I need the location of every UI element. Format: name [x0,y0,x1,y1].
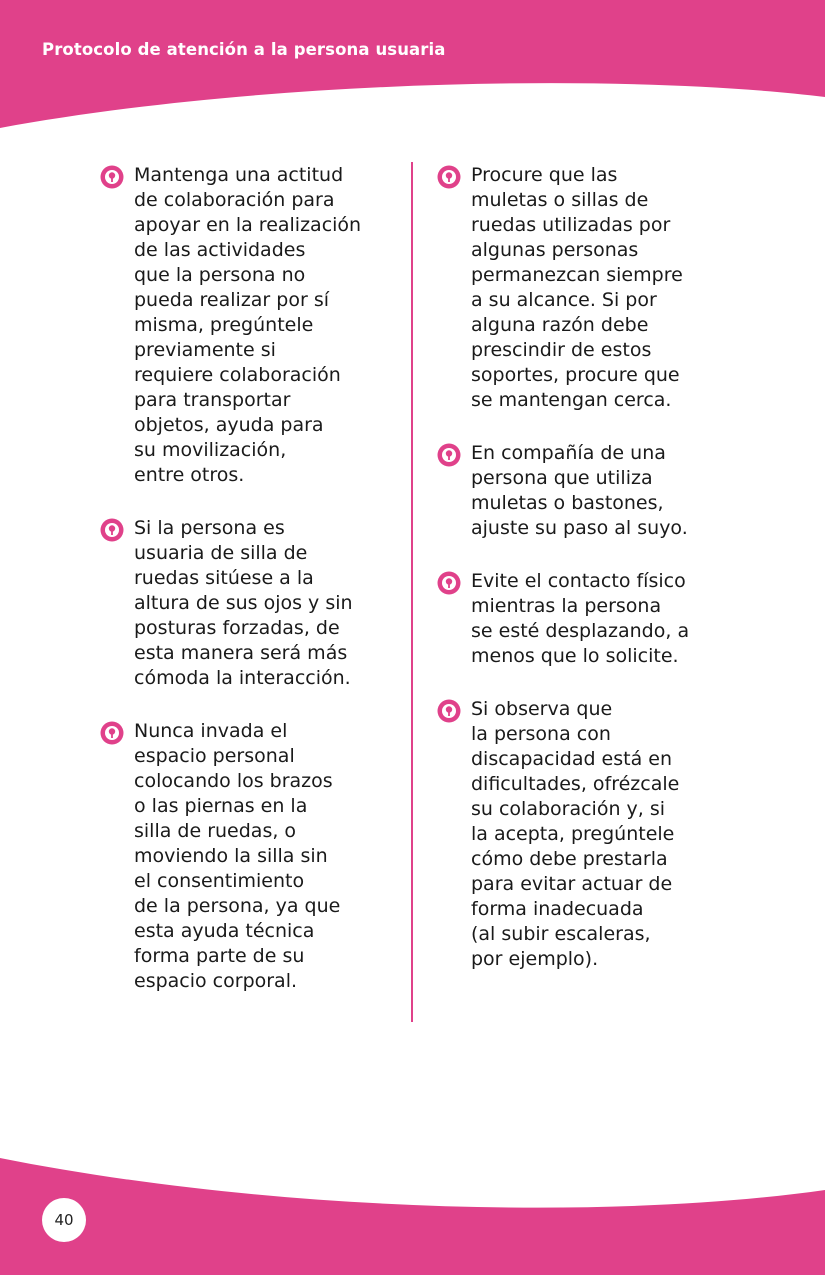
location-pin-icon [437,165,461,189]
list-item-text: Mantenga una actitud de colaboración para apoyar en la realización de las actividades que la persona no pueda realizar por sí misma, pregúntele previamente si requiere colaboración para transportar objetos, ayuda para su movilización, entre otros. [134,164,362,486]
location-pin-icon [100,721,124,745]
header-title: Protocolo de atención a la persona usuaria [42,40,446,59]
list-item [437,697,737,972]
list-item-text: Si observa que la persona con discapacidad está en dificultades, ofrézcale su colaboración y, si la acepta, pregúntele cómo debe prestarla para evitar actuar de forma inadecuada (al subir escaleras, por ejemplo). [471,698,680,970]
list-item-text: En compañía de una persona que utiliza muletas o bastones, ajuste su paso al suyo. [471,442,688,539]
list-item-text: Procure que las muletas o sillas de ruedas utilizadas por algunas personas permanezcan siempre a su alcance. Si por alguna razón debe prescindir de estos soportes, procure que se mantengan cerca. [471,164,683,411]
location-pin-icon [100,165,124,189]
list-item-text: Nunca invada el espacio personal colocando los brazos o las piernas en la silla de ruedas, o moviendo la silla sin el consentimiento de la persona, ya que esta ayuda técnica forma parte de su espacio corporal. [134,720,341,992]
left-column [100,163,400,1022]
list-item [100,163,400,488]
page-number: 40 [42,1198,86,1242]
list-item [100,516,400,691]
list-item-text: Evite el contacto físico mientras la persona se esté desplazando, a menos que lo solicite. [471,570,690,667]
location-pin-icon [437,571,461,595]
right-column [437,163,737,1000]
footer-band [0,1150,825,1275]
list-item [100,719,400,994]
location-pin-icon [100,518,124,542]
location-pin-icon [437,443,461,467]
column-divider [411,162,413,1022]
location-pin-icon [437,699,461,723]
header-band [0,0,825,140]
list-item [437,441,737,541]
list-item [437,163,737,413]
list-item-text: Si la persona es usuaria de silla de ruedas sitúese a la altura de sus ojos y sin posturas forzadas, de esta manera será más cómoda la interacción. [134,517,353,689]
list-item [437,569,737,669]
